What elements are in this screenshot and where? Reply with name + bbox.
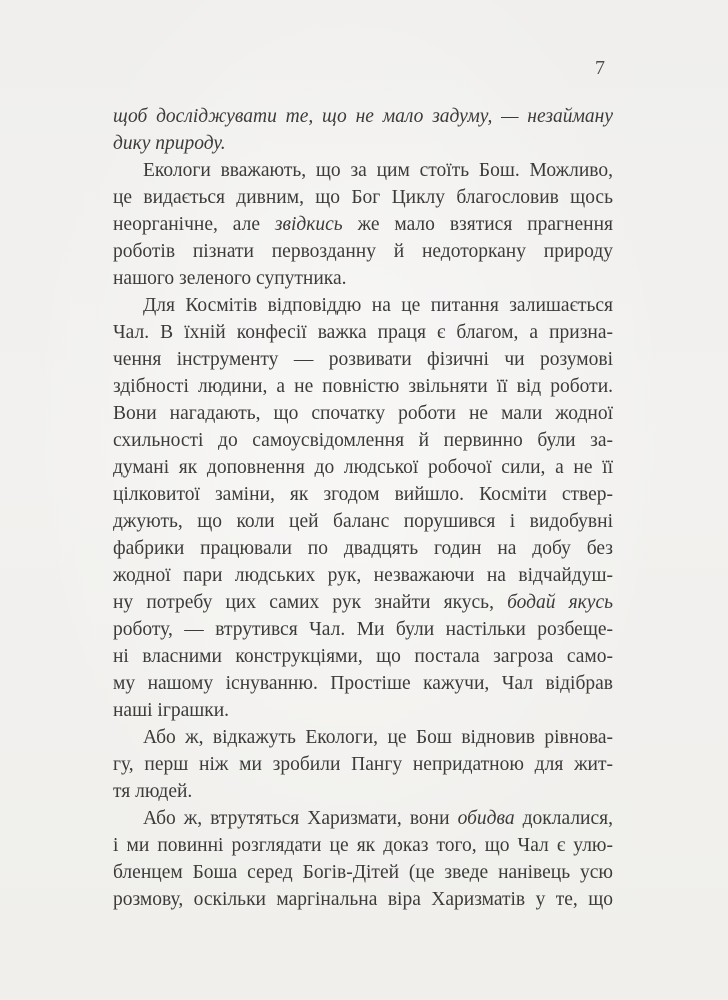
text-segment: це видається дивним, що Бог Циклу благословив щось	[113, 187, 613, 208]
text-segment: схильності до самоусвідомлення й первинно були за-	[113, 430, 613, 451]
text-line	[113, 319, 613, 346]
text-line	[113, 697, 613, 724]
text-line	[113, 346, 613, 373]
text-segment: думані як доповнення до людської робочої сили, а не її	[113, 457, 613, 478]
text-line	[113, 832, 613, 859]
text-line	[113, 130, 613, 157]
text-line	[113, 778, 613, 805]
text-line	[113, 454, 613, 481]
text-segment: цілковитої заміни, як згодом вийшло. Косміти ствер-	[113, 484, 613, 505]
text-segment: бленцем Боша серед Богів-Дітей (це зведе нанівець усю	[113, 862, 613, 883]
text-line	[113, 886, 613, 913]
paragraph	[113, 724, 613, 805]
text-line	[113, 238, 613, 265]
italic-text-segment: дику природу.	[113, 133, 226, 154]
text-line	[113, 643, 613, 670]
text-segment: тя людей.	[113, 781, 193, 802]
text-line	[113, 670, 613, 697]
text-segment: чення інструменту — розвивати фізичні чи розумові	[113, 349, 613, 370]
text-segment: Для Космітів відповіддю на це питання залишається	[143, 295, 613, 316]
text-block	[113, 103, 613, 913]
text-line	[113, 400, 613, 427]
text-segment: Екологи вважають, що за цим стоїть Бош. Можливо,	[143, 160, 613, 181]
text-line	[113, 805, 613, 832]
text-line	[113, 562, 613, 589]
text-segment: і ми повинні розглядати це як доказ того, що Чал є улю-	[113, 835, 613, 856]
text-segment: Вони нагадають, що спочатку роботи не мали жодної	[113, 403, 613, 424]
text-segment: жодної пари людських рук, незважаючи на відчайдуш-	[113, 565, 613, 586]
text-segment: ні власними конструкціями, що постала загроза само-	[113, 646, 613, 667]
paragraph	[113, 103, 613, 157]
text-line	[113, 157, 613, 184]
paragraph	[113, 805, 613, 913]
text-segment: Або ж, втрутяться Харизмати, вони	[143, 808, 458, 829]
text-segment: розмову, оскільки маргінальна віра Харизматів у те, що	[113, 889, 613, 910]
text-segment: наші іграшки.	[113, 700, 230, 721]
text-line	[113, 859, 613, 886]
italic-text-segment: звідкись	[274, 214, 343, 235]
text-line	[113, 616, 613, 643]
text-line	[113, 211, 613, 238]
page-number: 7	[595, 57, 605, 79]
text-line	[113, 373, 613, 400]
text-segment: здібності людини, а не повністю звільняти її від роботи.	[113, 376, 613, 397]
text-line	[113, 589, 613, 616]
text-segment: Або ж, відкажуть Екологи, це Бош відновив рівнова-	[143, 727, 613, 748]
paragraph	[113, 292, 613, 724]
italic-text-segment: бодай якусь	[507, 592, 613, 613]
text-segment: фабрики працювали по двадцять годин на добу без	[113, 538, 613, 559]
text-segment: доклалися,	[514, 808, 613, 829]
text-segment: неорганічне, але	[113, 214, 275, 235]
text-line	[113, 103, 613, 130]
italic-text-segment: щоб досліджувати те, що не мало задуму, — незайману	[113, 106, 613, 127]
text-segment: Чал. В їхній конфесії важка праця є благом, а призна-	[113, 322, 613, 343]
text-segment: джують, що коли цей баланс порушився і видобувні	[113, 511, 613, 532]
text-segment: же мало взятися прагнення	[342, 214, 613, 235]
text-line	[113, 481, 613, 508]
text-line	[113, 292, 613, 319]
text-line	[113, 184, 613, 211]
text-line	[113, 265, 613, 292]
text-segment: гу, перш ніж ми зробили Пангу непридатною для жит-	[113, 754, 613, 775]
paragraph	[113, 157, 613, 292]
text-line	[113, 427, 613, 454]
text-line	[113, 724, 613, 751]
italic-text-segment: обидва	[457, 808, 515, 829]
text-line	[113, 751, 613, 778]
text-segment: нашого зеленого супутника.	[113, 268, 347, 289]
text-line	[113, 535, 613, 562]
text-segment: ну потребу цих самих рук знайти якусь,	[113, 592, 508, 613]
text-line	[113, 508, 613, 535]
text-segment: му нашому існуванню. Простіше кажучи, Чал відібрав	[113, 673, 613, 694]
text-segment: роботів пізнати первозданну й недоторкану природу	[113, 241, 613, 262]
text-segment: роботу, — втрутився Чал. Ми були настільки розбеще-	[113, 619, 613, 640]
